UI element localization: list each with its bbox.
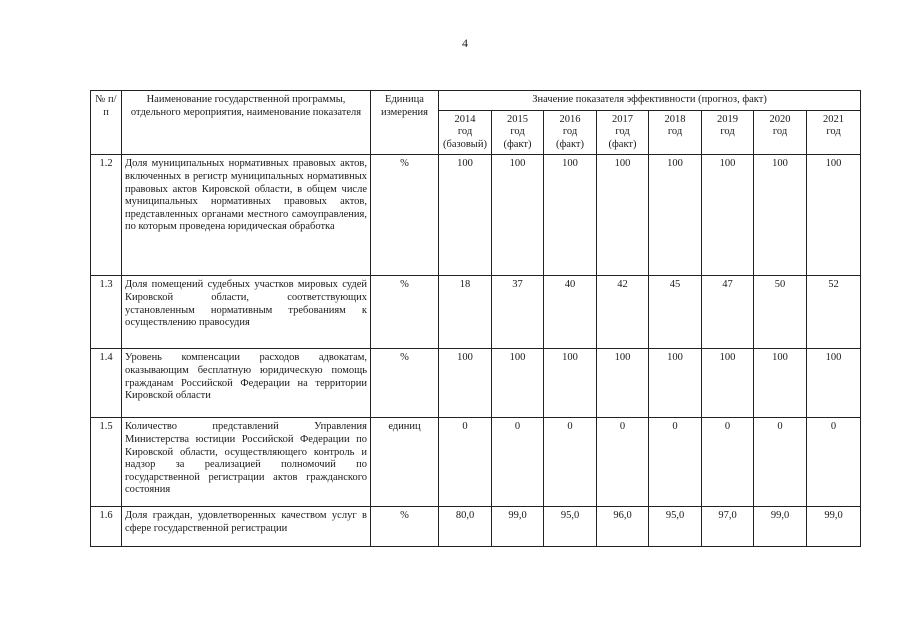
header-num: № п/п	[91, 91, 122, 155]
header-year: 2016 год (факт)	[544, 110, 597, 155]
row-num: 1.2	[91, 155, 122, 276]
value-cell: 100	[702, 155, 754, 276]
value-cell: 0	[439, 418, 492, 507]
unit-cell: единиц	[371, 418, 439, 507]
header-unit: Единица измерения	[371, 91, 439, 155]
row-num: 1.3	[91, 276, 122, 349]
value-cell: 99,0	[807, 507, 861, 547]
value-cell: 100	[597, 349, 649, 418]
value-cell: 100	[544, 349, 597, 418]
row-num: 1.4	[91, 349, 122, 418]
performance-indicators-table	[90, 90, 861, 547]
value-cell: 95,0	[544, 507, 597, 547]
header-row	[91, 91, 861, 111]
value-cell: 100	[702, 349, 754, 418]
row-num: 1.5	[91, 418, 122, 507]
value-cell: 45	[649, 276, 702, 349]
header-year: 2017 год (факт)	[597, 110, 649, 155]
header-name: Наименование государственной программы, отдельного мероприятия, наименование показателя	[122, 91, 371, 155]
value-cell: 100	[439, 349, 492, 418]
indicator-name: Доля помещений судебных участков мировых судей Кировской области, соответствующих установленным нормативным требованиям к осуществлению правосудия	[122, 276, 371, 349]
value-cell: 0	[649, 418, 702, 507]
value-cell: 100	[439, 155, 492, 276]
header-year: 2014 год (базовый)	[439, 110, 492, 155]
value-cell: 52	[807, 276, 861, 349]
value-cell: 95,0	[649, 507, 702, 547]
value-cell: 50	[754, 276, 807, 349]
value-cell: 100	[649, 155, 702, 276]
table-row	[91, 349, 861, 418]
value-cell: 0	[754, 418, 807, 507]
indicator-name: Доля граждан, удовлетворенных качеством услуг в сфере государственной регистрации	[122, 507, 371, 547]
header-year: 2015 год (факт)	[492, 110, 544, 155]
indicator-name: Уровень компенсации расходов адвокатам, оказывающим бесплатную юридическую помощь гражданам Российской Федерации на территории Кировской области	[122, 349, 371, 418]
value-cell: 100	[597, 155, 649, 276]
table-row	[91, 507, 861, 547]
value-cell: 100	[807, 155, 861, 276]
unit-cell: %	[371, 507, 439, 547]
value-cell: 0	[544, 418, 597, 507]
value-cell: 80,0	[439, 507, 492, 547]
table-row	[91, 276, 861, 349]
header-year: 2021 год	[807, 110, 861, 155]
value-cell: 0	[492, 418, 544, 507]
unit-cell: %	[371, 349, 439, 418]
value-cell: 100	[492, 349, 544, 418]
value-cell: 0	[597, 418, 649, 507]
value-cell: 100	[544, 155, 597, 276]
unit-cell: %	[371, 276, 439, 349]
value-cell: 37	[492, 276, 544, 349]
header-values: Значение показателя эффективности (прогноз, факт)	[439, 91, 861, 111]
unit-cell: %	[371, 155, 439, 276]
value-cell: 0	[702, 418, 754, 507]
value-cell: 47	[702, 276, 754, 349]
value-cell: 100	[649, 349, 702, 418]
header-year: 2018 год	[649, 110, 702, 155]
header-year: 2019 год	[702, 110, 754, 155]
table-row	[91, 155, 861, 276]
value-cell: 42	[597, 276, 649, 349]
value-cell: 99,0	[754, 507, 807, 547]
value-cell: 100	[754, 349, 807, 418]
value-cell: 97,0	[702, 507, 754, 547]
value-cell: 100	[807, 349, 861, 418]
value-cell: 0	[807, 418, 861, 507]
indicator-name: Доля муниципальных нормативных правовых актов, включенных в регистр муниципальных нормативных правовых актов Кировской области, в общем числе муниципальных нормативных правовых актов, представленных органами местного самоуправления, по которым проведена юридическая обработка	[122, 155, 371, 276]
value-cell: 99,0	[492, 507, 544, 547]
value-cell: 40	[544, 276, 597, 349]
value-cell: 96,0	[597, 507, 649, 547]
header-year: 2020 год	[754, 110, 807, 155]
value-cell: 18	[439, 276, 492, 349]
page-number: 4	[462, 36, 468, 50]
value-cell: 100	[754, 155, 807, 276]
row-num: 1.6	[91, 507, 122, 547]
indicator-name: Количество представлений Управления Министерства юстиции Российской Федерации по Кировской области, осуществляющего контроль и надзор за реализацией полномочий по государственной регистрации актов гражданского состояния	[122, 418, 371, 507]
table-row	[91, 418, 861, 507]
value-cell: 100	[492, 155, 544, 276]
